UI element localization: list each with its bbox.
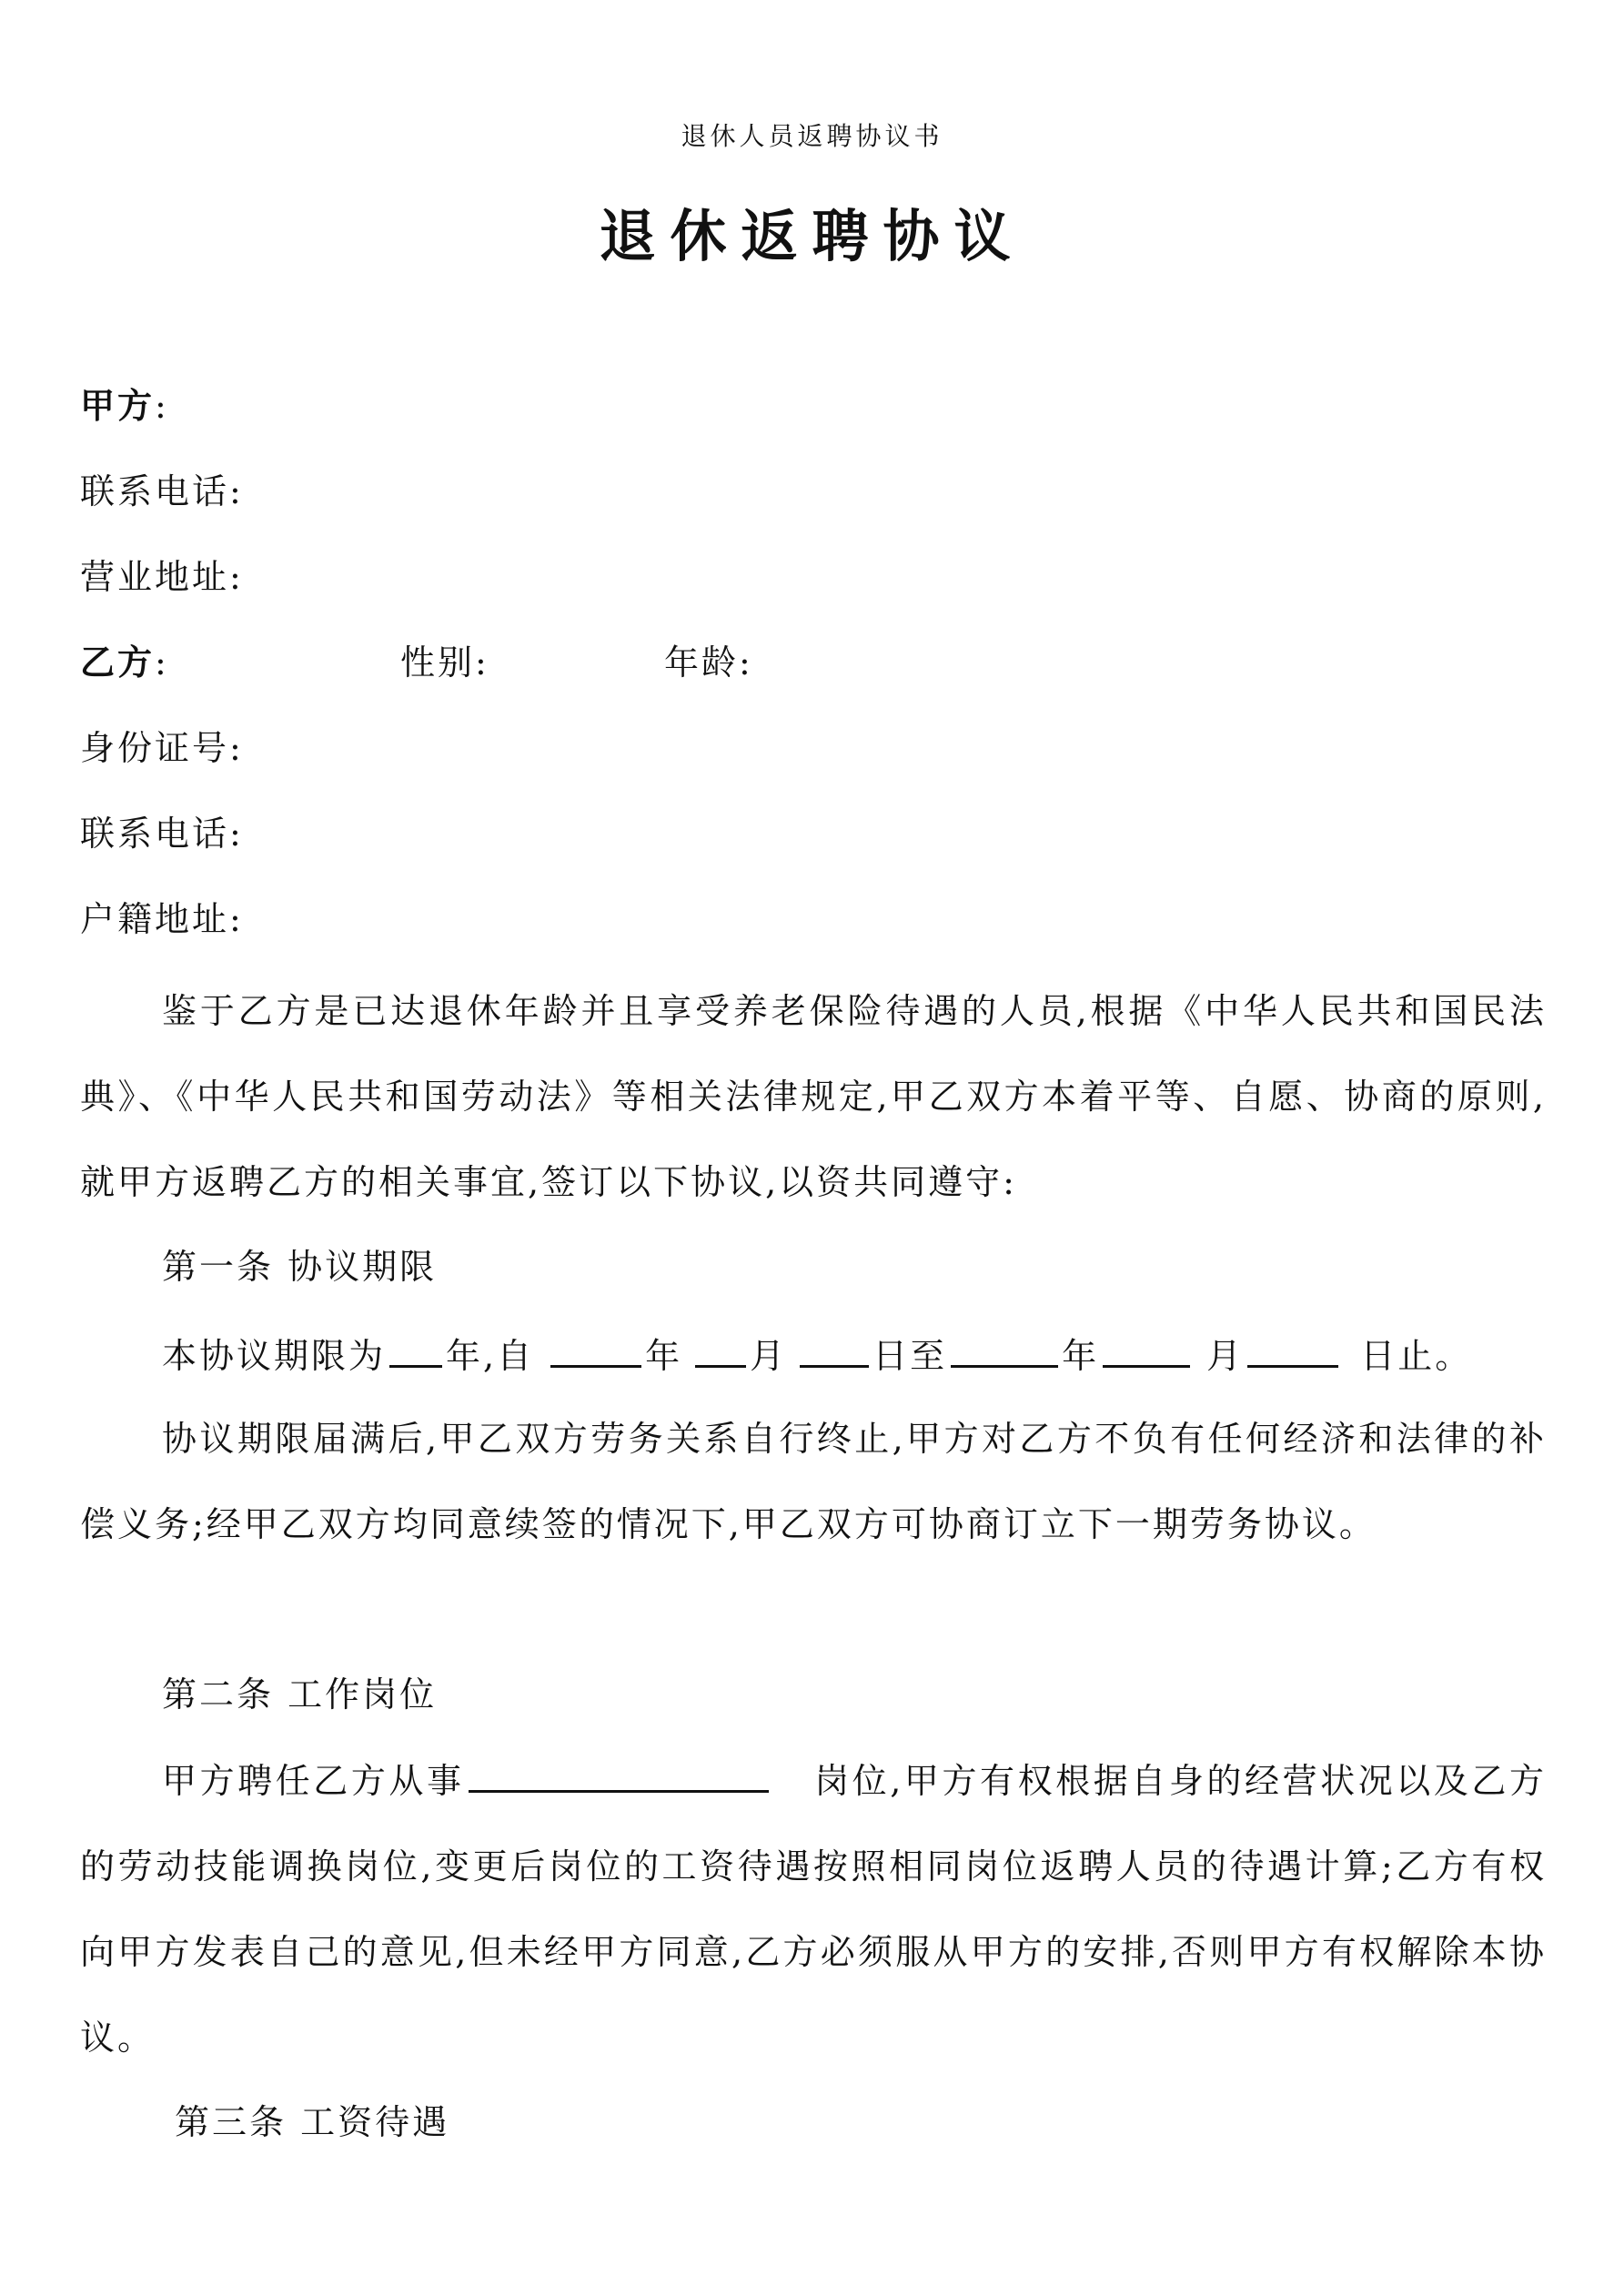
term-text: 本协议期限为 bbox=[162, 1336, 387, 1376]
article-3-heading: 第三条 工资待遇 bbox=[175, 2102, 450, 2142]
party-a-colon: : bbox=[155, 386, 169, 426]
term-text: 年 bbox=[1062, 1336, 1100, 1376]
preamble-paragraph: 鉴于乙方是已达退休年龄并且享受养老保险待遇的人员,根据《中华人民共和国民法典》、《中华人民共和国劳动法》等相关法律规定,甲乙双方本着平等、自愿、协商的原则,就甲方返聘乙方的相关事宜,签订以下协议,以资共同遵守: bbox=[80, 991, 1547, 1202]
article-2-paragraph bbox=[80, 1738, 1547, 2080]
article-1-expiry-paragraph: 协议期限届满后,甲乙双方劳务关系自行终止,甲方对乙方不负有任何经济和法律的补偿义务;经甲乙双方均同意续签的情况下,甲乙双方可协商订立下一期劳务协议。 bbox=[80, 1419, 1547, 1544]
party-b-household-label: 户籍地址: bbox=[80, 899, 244, 939]
start-day-blank[interactable] bbox=[800, 1330, 869, 1368]
party-b-colon: : bbox=[155, 642, 169, 683]
party-b-phone-label: 联系电话: bbox=[80, 814, 244, 854]
term-text: 年,自 bbox=[446, 1336, 535, 1376]
party-a-label: 甲方 bbox=[80, 385, 156, 426]
term-text: 年 bbox=[645, 1336, 683, 1376]
party-b-gender-label: 性别: bbox=[400, 642, 489, 683]
article-1-term-line bbox=[162, 1330, 1472, 1378]
position-blank[interactable] bbox=[469, 1755, 769, 1793]
party-a-phone-label: 联系电话: bbox=[80, 471, 244, 511]
article-2-text-after: 岗位,甲方有权根据自身的经营状况以及乙方的劳动技能调换岗位,变更后岗位的工资待遇按照相同岗位返聘人员的待遇计算;乙方有权向甲方发表自己的意见,但未经甲方同意,乙方必须服从甲方的安排,否则甲方有权解除本协议。 bbox=[80, 1761, 1547, 2058]
article-2-heading: 第二条 工作岗位 bbox=[162, 1674, 438, 1714]
end-year-blank[interactable] bbox=[951, 1330, 1058, 1368]
party-a-address-label: 营业地址: bbox=[80, 557, 244, 597]
party-b-id-label: 身份证号: bbox=[80, 728, 244, 768]
party-b-row bbox=[80, 641, 169, 684]
article-2-text-before: 甲方聘任乙方从事 bbox=[162, 1761, 465, 1801]
party-b-age-label: 年龄: bbox=[664, 642, 753, 683]
term-text: 日止。 bbox=[1360, 1336, 1473, 1376]
end-day-blank[interactable] bbox=[1247, 1330, 1338, 1368]
term-text: 月 bbox=[750, 1336, 788, 1376]
term-text: 日至 bbox=[873, 1336, 948, 1376]
party-a-row bbox=[80, 384, 169, 428]
term-years-blank[interactable] bbox=[389, 1330, 442, 1368]
start-year-blank[interactable] bbox=[550, 1330, 641, 1368]
article-1-heading: 第一条 协议期限 bbox=[162, 1247, 438, 1287]
term-text: 月 bbox=[1206, 1336, 1245, 1376]
document-title: 退休返聘协议 bbox=[599, 203, 1025, 269]
running-header: 退休人员返聘协议书 bbox=[681, 121, 943, 151]
start-month-blank[interactable] bbox=[695, 1330, 746, 1368]
end-month-blank[interactable] bbox=[1103, 1330, 1190, 1368]
party-b-label: 乙方 bbox=[80, 642, 156, 683]
